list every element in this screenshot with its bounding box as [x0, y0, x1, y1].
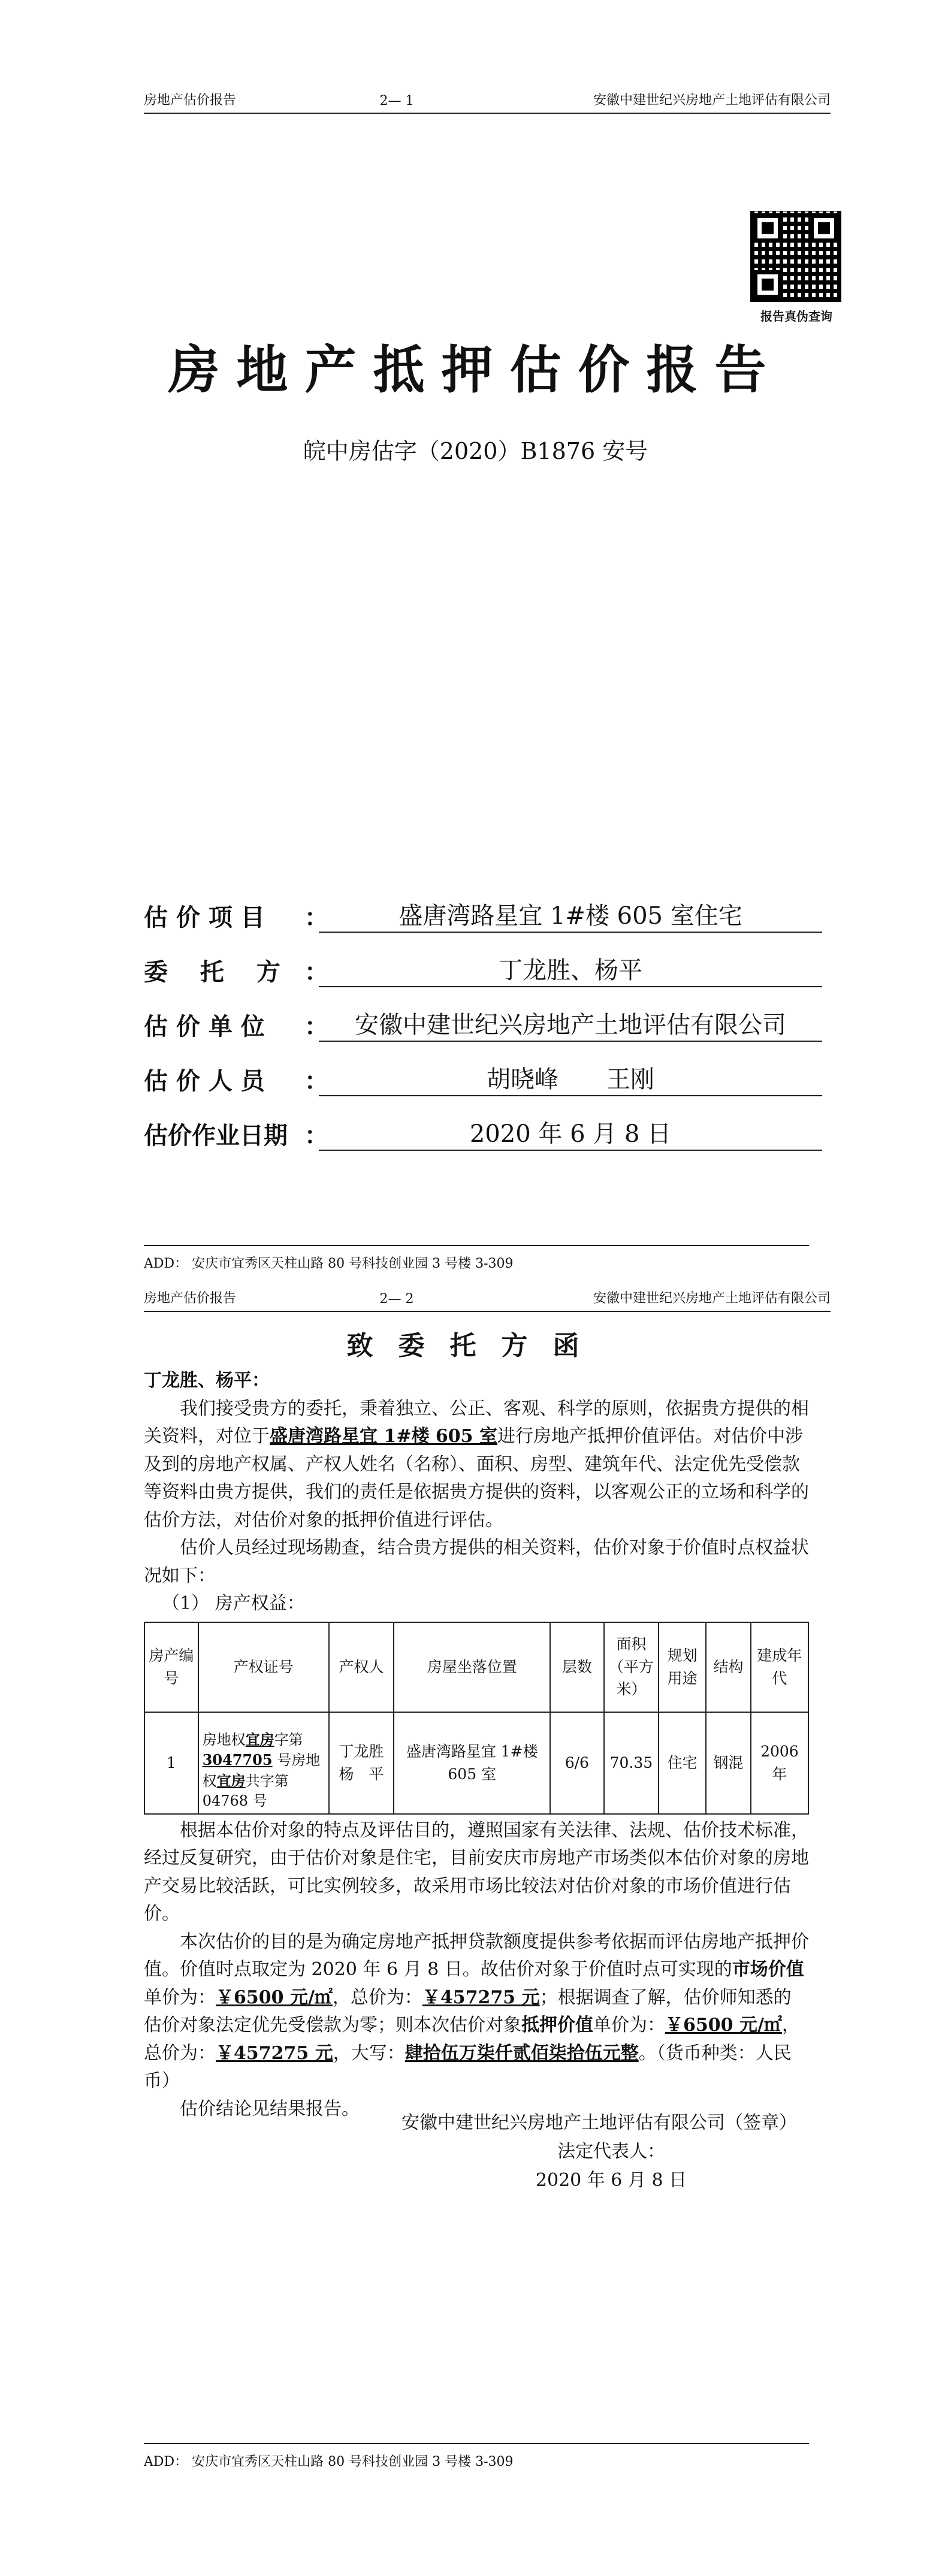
- field-valuer-company: [144, 1008, 833, 1042]
- header-page-number: 2— 1: [379, 93, 414, 108]
- header-right: 安徽中建世纪兴房地产土地评估有限公司: [593, 93, 831, 108]
- page2-header: [144, 1288, 831, 1307]
- field-work-date: [144, 1117, 833, 1151]
- field-project: [144, 899, 833, 933]
- field-label: 估 价 人 员: [144, 1067, 265, 1095]
- table-header-cell: 建成年代: [751, 1622, 808, 1712]
- footer-address: ADD： 安庆市宜秀区天柱山路 80 号科技创业园 3 号楼 3-309: [144, 2454, 514, 2469]
- cell-owner: 丁龙胜 杨 平: [329, 1712, 394, 1814]
- document-number: 皖中房估字（2020）B1876 安号: [303, 438, 648, 464]
- field-client: [144, 953, 833, 987]
- paragraph-4: 本次估价的目的是为确定房地产抵押贷款额度提供参考依据而评估房地产抵押价值。价值时点取定为 2020 年 6 月 8 日。故估价对象于价值时点可实现的市场价值单价为：￥6500 元/㎡，总价为：￥457275 元；根据调查了解，估价师知悉的估价对象法定优先受偿款为零；则本次估价对象抵押价值单价为：￥6500 元/㎡，总价为：￥457275 元，大写：肆拾伍万柒仟贰佰柒拾伍元整。（货币种类：人民币）: [144, 1931, 809, 2091]
- paragraph-5: 估价结论见结果报告。: [180, 2098, 360, 2120]
- field-colon: ：: [304, 958, 328, 986]
- header-left: 房地产估价报告: [144, 93, 237, 108]
- qr-caption: 报告真伪查询: [760, 309, 832, 323]
- table-header-cell: 产权人: [329, 1622, 394, 1712]
- field-valuers: [144, 1062, 833, 1096]
- field-value: 安徽中建世纪兴房地产土地评估有限公司: [319, 1012, 822, 1042]
- field-label: 委 托 方: [144, 958, 280, 986]
- table-header-cell: 房屋坐落位置: [394, 1622, 550, 1712]
- cell-area: 70.35: [604, 1712, 659, 1814]
- header-left: 房地产估价报告: [144, 1291, 237, 1306]
- field-colon: ：: [304, 1012, 328, 1041]
- cell-location: 盛唐湾路星宜 1#楼 605 室: [394, 1712, 550, 1814]
- header-right: 安徽中建世纪兴房地产土地评估有限公司: [593, 1291, 831, 1306]
- field-label: 估 价 单 位: [144, 1012, 265, 1041]
- letter-title: 致委托方函: [346, 1331, 605, 1361]
- signature-company: 安徽中建世纪兴房地产土地评估有限公司（签章）: [401, 2112, 797, 2133]
- signature-date: 2020 年 6 月 8 日: [535, 2170, 687, 2191]
- cell-certificate: [198, 1712, 329, 1814]
- table-row: [144, 1712, 808, 1814]
- cover-fields: [144, 899, 833, 1151]
- para-text: 我们接受贵方的委托，秉着独立、公正、客观、科学的原则，依据贵方提供的相关资料，对位于: [144, 1398, 809, 1447]
- field-colon: ：: [304, 1067, 328, 1095]
- salutation: 丁龙胜、杨平：: [144, 1370, 270, 1391]
- header-rule: [144, 113, 831, 114]
- table-header-cell: 层数: [550, 1622, 604, 1712]
- letter-body: [144, 1367, 809, 2123]
- signature-representative: 法定代表人：: [557, 2141, 665, 2162]
- field-label: 估价作业日期: [144, 1121, 288, 1150]
- paragraph-2: 估价人员经过现场勘查，结合贵方提供的相关资料，估价对象于价值时点权益状况如下：: [144, 1537, 809, 1586]
- table-header-cell: 产权证号: [198, 1622, 329, 1712]
- table-header-cell: 规划用途: [659, 1622, 706, 1712]
- qr-code[interactable]: [750, 211, 841, 302]
- field-value: 盛唐湾路星宜 1#楼 605 室住宅: [319, 903, 822, 933]
- cell-structure: 钢混: [706, 1712, 751, 1814]
- signature-block: [396, 2109, 827, 2195]
- cell-floors: 6/6: [550, 1712, 604, 1814]
- page1-header: [144, 90, 831, 108]
- certificate-text: 房地权宜房字第 3047705 号房地权宜房共字第 04768 号: [202, 1730, 321, 1810]
- paragraph-1: [144, 1395, 809, 1535]
- field-colon: ：: [304, 903, 328, 932]
- paragraph-3: 根据本估价对象的特点及评估目的，遵照国家有关法律、法规、估价技术标准，经过反复研究，由于估价对象是住宅，目前安庆市房地产市场类似本估价对象的房地产交易比较活跃，可比实例较多，故采用市场比较法对估价对象的市场价值进行估价。: [144, 1819, 809, 1924]
- header-rule: [144, 1311, 831, 1312]
- property-address: 盛唐湾路星宜 1#楼 605 室: [270, 1426, 497, 1447]
- cell-no: 1: [144, 1712, 198, 1814]
- report-title: 房地产抵押估价报告: [168, 340, 783, 400]
- table-header-row: [144, 1622, 808, 1712]
- field-colon: ：: [304, 1121, 328, 1150]
- footer-rule: [144, 2443, 809, 2444]
- cell-year: 2006 年: [751, 1712, 808, 1814]
- table-header-cell: 面积（平方米）: [604, 1622, 659, 1712]
- para-text: 进行房地产抵押价值评估。对估价中涉及到的房地产权属、产权人姓名（名称）、面积、房型、建筑年代、法定优先受偿款等资料由贵方提供，我们的责任是依据贵方提供的资料，以客观公正的立场和科学的估价方法，对估价对象的抵押价值进行评估。: [144, 1426, 809, 1531]
- field-label: 估 价 项 目: [144, 903, 265, 932]
- footer-rule: [144, 1245, 809, 1246]
- header-page-number: 2— 2: [379, 1292, 414, 1307]
- field-value: 胡晓峰 王刚: [319, 1066, 822, 1096]
- table-caption: （1） 房产权益：: [162, 1593, 305, 1614]
- table-header-cell: 结构: [706, 1622, 751, 1712]
- footer-address: ADD： 安庆市宜秀区天柱山路 80 号科技创业园 3 号楼 3-309: [144, 1256, 514, 1271]
- cell-use: 住宅: [659, 1712, 706, 1814]
- field-value: 2020 年 6 月 8 日: [319, 1121, 822, 1151]
- property-rights-table: [144, 1622, 809, 1815]
- table-header-cell: 房产编号: [144, 1622, 198, 1712]
- field-value: 丁龙胜、杨平: [319, 957, 822, 987]
